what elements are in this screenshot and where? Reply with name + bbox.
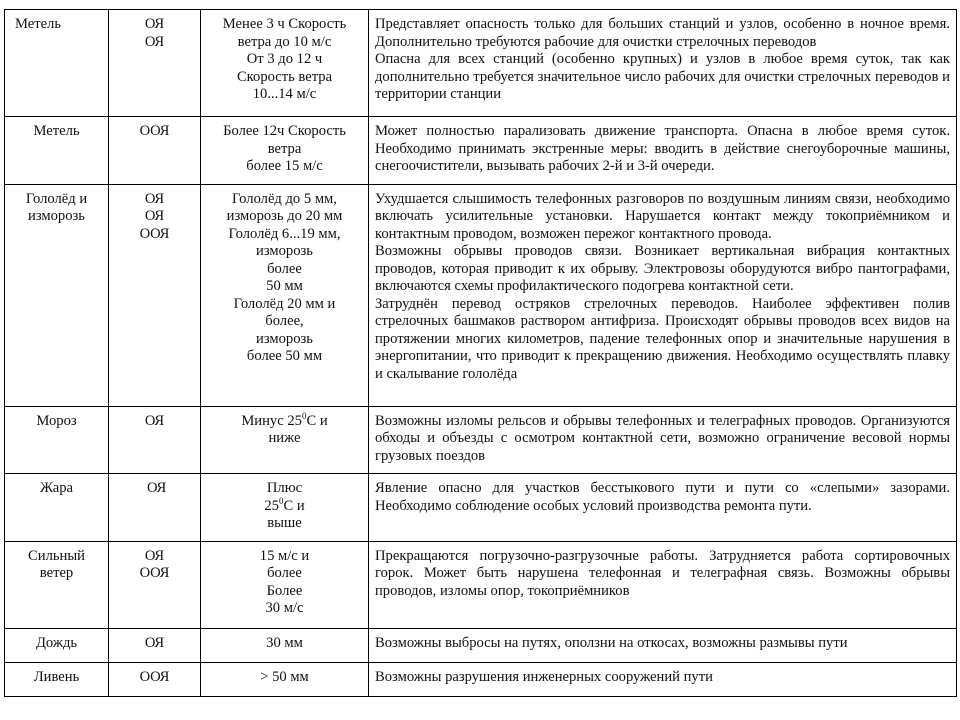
degree-mark: 0 (278, 495, 284, 506)
level-text: ОЯ (144, 33, 165, 50)
phenomenon-text: Метель (33, 123, 80, 139)
criteria-text: ветра (267, 140, 302, 157)
level-text: ОЯ (147, 480, 167, 496)
table-row (5, 406, 957, 474)
criteria-text (207, 495, 362, 516)
level-cell (109, 184, 201, 406)
criteria-text: Более 12ч Скорость (223, 123, 346, 139)
level-text: ОЯ (144, 547, 165, 564)
phenomenon-text: ветер (39, 565, 74, 581)
criteria-text: Скорость ветра (236, 68, 333, 85)
table-row (5, 541, 957, 628)
level-text: ОЯ (144, 412, 165, 429)
hazard-table (4, 9, 957, 697)
criteria-cell (201, 10, 369, 117)
description-paragraph: Возможны обрывы проводов связи. Возникает вертикальная вибрация контактных проводов, которая приводит к их обрыву. Электровозы оборудуются вибро пантографами, включаются схемы профилактического подогрева контактной сети. (375, 243, 950, 294)
description-paragraph: Возможны разрушения инженерных сооружений пути (375, 668, 713, 685)
criteria-text: выше (267, 515, 302, 531)
level-cell (109, 541, 201, 628)
criteria-text: 30 м/с (265, 600, 304, 616)
phenomenon-text: Ливень (33, 668, 80, 685)
phenomenon-text: Гололёд и (25, 190, 88, 207)
table-row (5, 10, 957, 117)
criteria-cell (201, 117, 369, 185)
level-text: ООЯ (139, 565, 170, 581)
level-cell (109, 628, 201, 662)
level-text: ООЯ (139, 225, 170, 242)
criteria-prefix: Минус 25 (241, 412, 302, 429)
phenomenon-cell (5, 662, 109, 696)
description-paragraph: Представляет опасность только для больших станций и узлов, особенно в ночное время. Дополнительно требуются рабочие для очистки стрелочных переводов (375, 16, 950, 50)
criteria-prefix: 25 (264, 497, 279, 514)
table-row (5, 662, 957, 696)
phenomenon-text: Метель (15, 16, 62, 32)
description-paragraph: Возможны изломы рельсов и обрывы телефонных и телеграфных проводов. Организуются обходы и объезды с осмотром контактной сети, возможно ограничение весовой нормы грузовых поездов (375, 412, 950, 464)
criteria-cell (201, 628, 369, 662)
criteria-text: Плюс (266, 480, 303, 496)
phenomenon-cell (5, 474, 109, 542)
level-text: ОЯ (144, 190, 165, 207)
criteria-text: ветра до 10 м/с (237, 33, 332, 50)
criteria-text: изморозь (256, 330, 313, 347)
criteria-text: 50 мм (266, 278, 303, 294)
description-paragraph: Прекращаются погрузочно-разгрузочные работы. Затрудняется работа сортировочных горок. Может быть нарушена телефонная и телеграфная связь. Возможны обрывы проводов, изломы опор, токоприёмников (375, 547, 950, 599)
criteria-suffix: С и (283, 497, 305, 514)
level-cell (109, 117, 201, 185)
criteria-text: 10...14 м/с (252, 86, 317, 102)
criteria-text: 30 мм (266, 634, 303, 651)
criteria-suffix: С и (306, 412, 328, 429)
level-text: ОЯ (144, 208, 165, 224)
criteria-text: ниже (268, 430, 301, 446)
criteria-text: более, (265, 313, 304, 329)
phenomenon-text: Сильный (28, 547, 85, 564)
criteria-text: более 50 мм (246, 348, 323, 364)
description-paragraph: Затруднён перевод остряков стрелочных переводов. Наиболее эффективен полив стрелочных башмаков раствором антифриза. Происходят обрывы проводов всех видов на протяжении многих километров, падение телефонных опор и значительные нарушения в энергопитании, что приводит к прекращению движения. Необходимо осуществлять плавку и скалывание гололёда (375, 295, 950, 382)
level-text: ООЯ (139, 668, 170, 685)
description-paragraph: Опасна для всех станций (особенно крупных) и узлов в любое время суток, так как дополнительно требуется значительное число рабочих для очистки стрелочных переводов и территории станции (375, 51, 950, 102)
description-paragraph: Может полностью парализовать движение транспорта. Опасна в любое время суток. Необходимо принимать экстренные меры: вводить в действие снегоуборочные машины, снегоочистители, вызывать рабочих 2-й и 3-й очереди. (375, 123, 950, 174)
phenomenon-cell (5, 628, 109, 662)
description-paragraph: Явление опасно для участков бесстыкового пути и пути со «слепыми» зазорами. Необходимо соблюдение особых условий производства ремонта пути. (375, 480, 950, 514)
description-cell (369, 184, 957, 406)
criteria-text: более (267, 260, 302, 277)
table-row (5, 117, 957, 185)
description-paragraph: Ухудшается слышимость телефонных разговоров по воздушным линиям связи, необходимо включать усилительные установки. Нарушается контакт между токоприёмником и контактным проводом, возможен пережог контактного провода. (375, 190, 950, 242)
description-cell (369, 541, 957, 628)
criteria-text: От 3 до 12 ч (246, 51, 323, 67)
level-cell (109, 10, 201, 117)
level-text: ОЯ (144, 16, 165, 32)
description-cell (369, 474, 957, 542)
criteria-cell (201, 184, 369, 406)
table-row (5, 184, 957, 406)
phenomenon-cell (5, 184, 109, 406)
criteria-text: более (267, 565, 302, 581)
level-text: ООЯ (139, 123, 170, 139)
criteria-text: более 15 м/с (246, 158, 323, 174)
level-cell (109, 406, 201, 474)
description-cell (369, 628, 957, 662)
criteria-cell (201, 406, 369, 474)
phenomenon-text: Дождь (35, 634, 78, 651)
criteria-text: > 50 мм (260, 668, 309, 685)
phenomenon-text: Жара (40, 480, 73, 496)
criteria-text: изморозь (256, 243, 313, 259)
criteria-text: Гололёд 20 мм и (233, 295, 336, 312)
description-cell (369, 406, 957, 474)
criteria-text: Более (266, 582, 303, 599)
phenomenon-text: изморозь (28, 208, 85, 224)
criteria-text: Гололёд 6...19 мм, (228, 225, 341, 242)
phenomenon-cell (5, 117, 109, 185)
criteria-cell (201, 662, 369, 696)
criteria-text: Менее 3 ч Скорость (222, 16, 347, 32)
table-row (5, 474, 957, 542)
description-cell (369, 662, 957, 696)
criteria-text: изморозь до 20 мм (226, 208, 343, 224)
degree-mark: 0 (301, 410, 307, 421)
description-paragraph: Возможны выбросы на путях, оползни на откосах, возможны размывы пути (375, 634, 848, 651)
criteria-cell (201, 474, 369, 542)
phenomenon-cell (5, 541, 109, 628)
phenomenon-cell (5, 10, 109, 117)
criteria-text (207, 410, 362, 431)
table-row (5, 628, 957, 662)
phenomenon-cell (5, 406, 109, 474)
criteria-text: Гололёд до 5 мм, (232, 190, 337, 207)
description-cell (369, 10, 957, 117)
level-cell (109, 662, 201, 696)
level-cell (109, 474, 201, 542)
level-text: ОЯ (144, 634, 165, 651)
phenomenon-text: Мороз (36, 412, 77, 429)
criteria-cell (201, 541, 369, 628)
description-cell (369, 117, 957, 185)
criteria-text: 15 м/с и (259, 547, 310, 564)
